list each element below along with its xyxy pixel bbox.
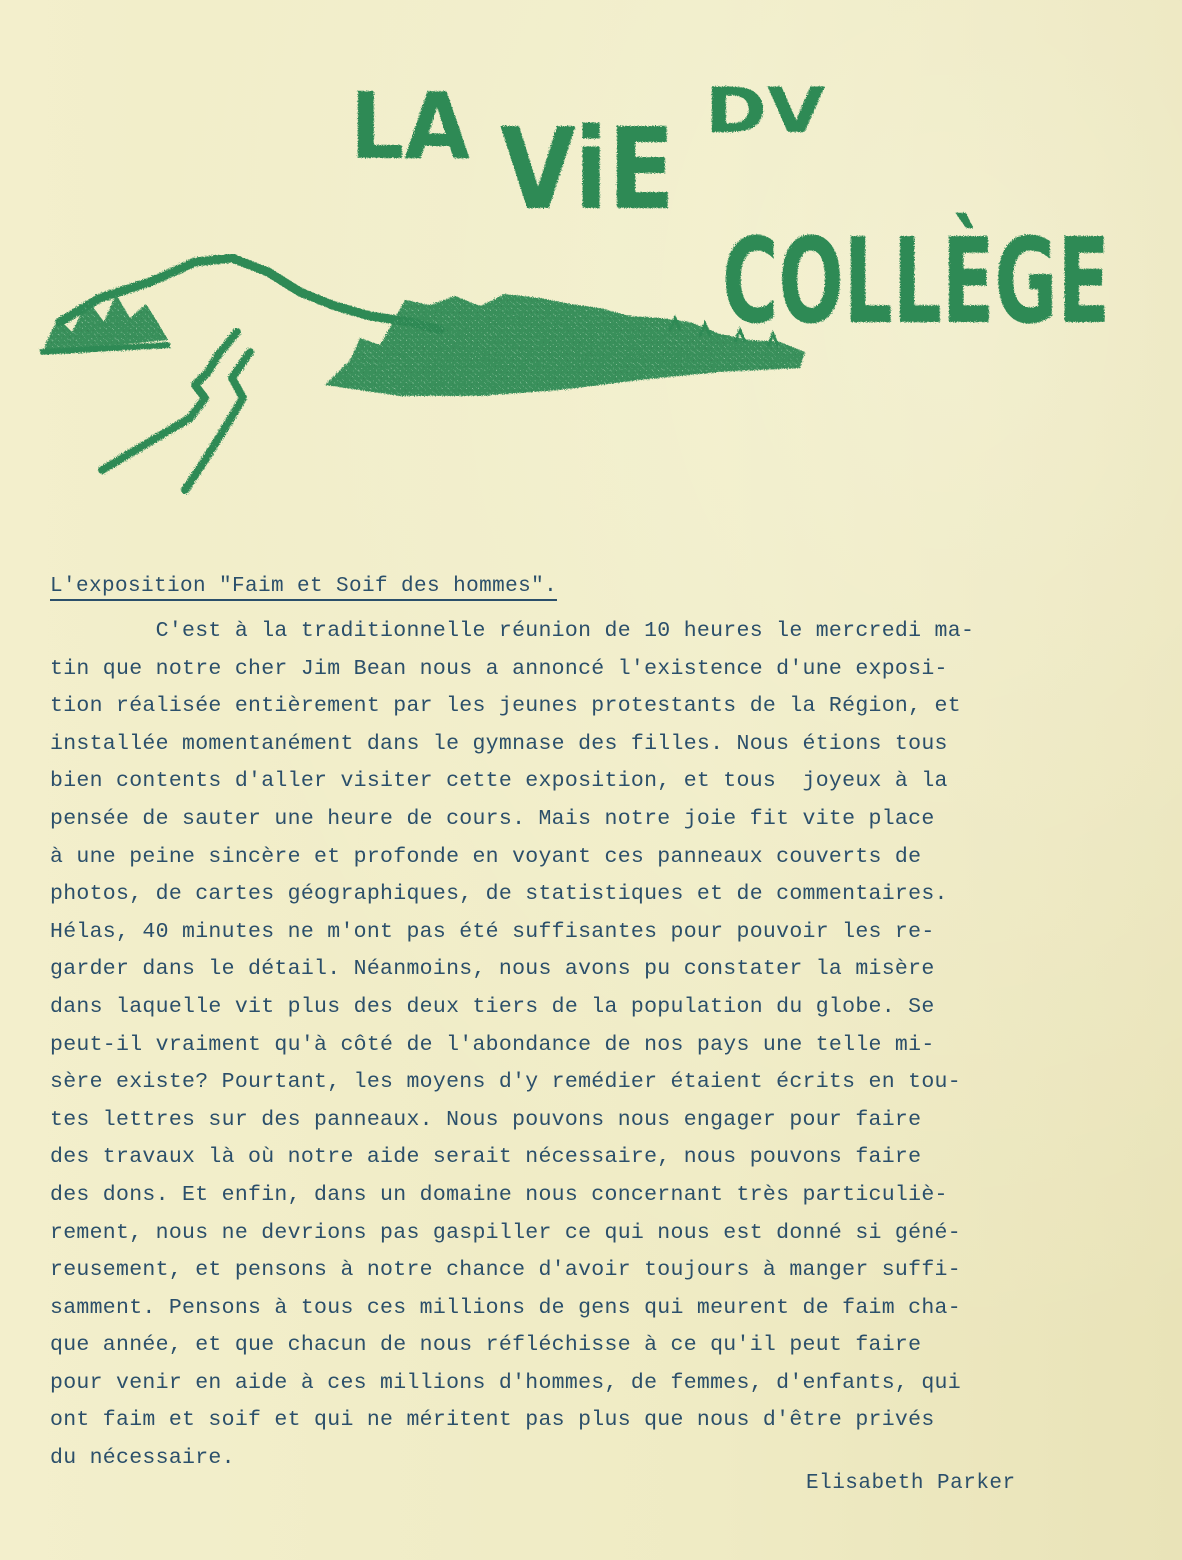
article-line: rement, nous ne devrions pas gaspiller ce qui nous est donné si géné- [50,1220,961,1245]
article-line: des dons. Et enfin, dans un domaine nous concernant très particuliè- [50,1182,948,1207]
masthead-title-college: COLLÈGE [722,212,1110,350]
article-line: installée momentanément dans le gymnase des filles. Nous étions tous [50,731,948,756]
article-heading: L'exposition "Faim et Soif des hommes". [50,575,557,601]
masthead-title-vie: ViE [500,105,675,235]
ski-tracks-drawing [102,332,250,490]
masthead-title-du: DV [705,74,826,147]
article-line: des travaux là où notre aide serait nécessaire, nous pouvons faire [50,1145,922,1170]
masthead [0,0,1182,540]
article-body [50,613,1090,1478]
article-line: pensée de sauter une heure de cours. Mais notre joie fit vite place [50,806,935,831]
article-line: du nécessaire. [50,1446,235,1471]
article-line: bien contents d'aller visiter cette exposition, et tous joyeux à la [50,769,948,794]
article [50,575,1090,1478]
article-line: dans laquelle vit plus des deux tiers de la population du globe. Se [50,994,935,1019]
article-line: sère existe? Pourtant, les moyens d'y remédier étaient écrits en tou- [50,1070,961,1095]
article-line: ont faim et soif et qui ne méritent pas plus que nous d'être privés [50,1408,935,1433]
article-line: que année, et que chacun de nous réfléchisse à ce qu'il peut faire [50,1333,922,1358]
article-line: samment. Pensons à tous ces millions de gens qui meurent de faim cha- [50,1295,961,1320]
author-signature: Elisabeth Parker [806,1472,1016,1495]
article-line: reusement, et pensons à notre chance d'avoir toujours à manger suffi- [50,1258,961,1283]
article-line: Hélas, 40 minutes ne m'ont pas été suffisantes pour pouvoir les re- [50,919,935,944]
article-line: peut-il vraiment qu'à côté de l'abondance de nos pays une telle mi- [50,1032,935,1057]
masthead-artwork [0,0,1182,540]
article-line: tion réalisée entièrement par les jeunes protestants de la Région, et [50,694,961,719]
article-line: garder dans le détail. Néanmoins, nous avons pu constater la misère [50,957,935,982]
left-tree-cluster [40,294,170,352]
article-line: photos, de cartes géographiques, de statistiques et de commentaires. [50,882,948,907]
article-line: tin que notre cher Jim Bean nous a annoncé l'existence d'une exposi- [50,656,948,681]
article-line: tes lettres sur des panneaux. Nous pouvons nous engager pour faire [50,1107,922,1132]
article-line: à une peine sincère et profonde en voyant ces panneaux couverts de [50,844,922,869]
article-line: pour venir en aide à ces millions d'hommes, de femmes, d'enfants, qui [50,1370,961,1395]
masthead-title-la: LA [350,73,470,180]
article-line: C'est à la traditionnelle réunion de 10 heures le mercredi ma- [50,619,975,643]
